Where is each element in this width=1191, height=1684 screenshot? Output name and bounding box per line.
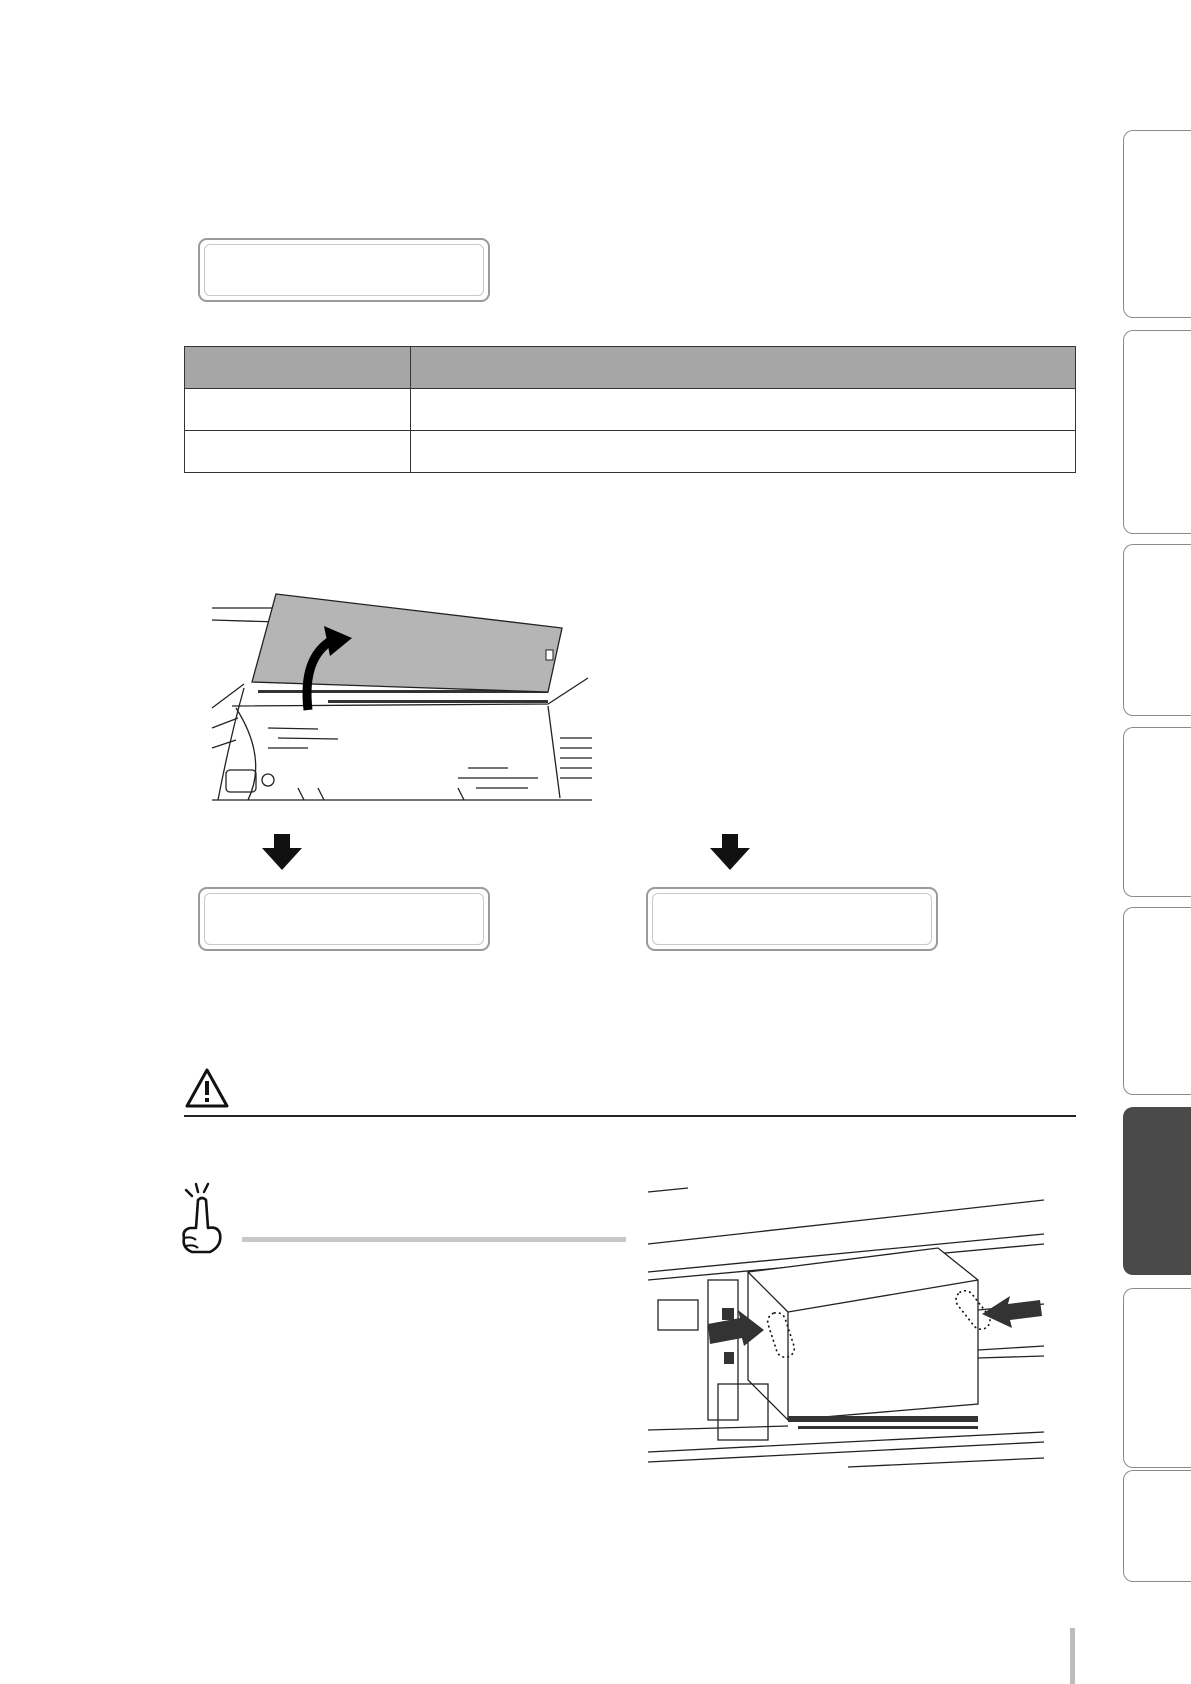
caution-divider	[184, 1115, 1076, 1117]
table-header-cell	[185, 347, 411, 389]
table-row	[185, 389, 1076, 431]
table-cell	[185, 431, 411, 473]
table-cell	[411, 389, 1076, 431]
printer-front-cover-icon	[208, 588, 592, 806]
carriage-unit-icon	[648, 1180, 1048, 1470]
pointing-finger-icon	[176, 1182, 228, 1256]
table-header-row	[185, 347, 1076, 389]
warning-triangle-icon	[184, 1067, 230, 1109]
chapter-tab-1[interactable]	[1123, 130, 1191, 318]
settings-table	[184, 346, 1076, 473]
chapter-tab-4[interactable]	[1123, 727, 1191, 897]
chapter-tab-6-active[interactable]	[1123, 1107, 1191, 1275]
lcd-display-2	[198, 887, 490, 951]
chapter-tab-5[interactable]	[1123, 907, 1191, 1095]
table-cell	[411, 431, 1076, 473]
table-cell	[185, 389, 411, 431]
left-arrow-icon	[982, 1296, 1042, 1328]
page-number-bar	[1070, 1628, 1075, 1684]
lcd-display-1	[198, 238, 490, 302]
lcd-display-3	[646, 887, 938, 951]
chapter-tab-3[interactable]	[1123, 544, 1191, 716]
table-header-cell	[411, 347, 1076, 389]
chapter-tab-7[interactable]	[1123, 1288, 1191, 1468]
down-arrow-icon	[262, 834, 302, 870]
down-arrow-icon	[710, 834, 750, 870]
tip-divider	[242, 1237, 626, 1242]
table-row	[185, 431, 1076, 473]
chapter-tab-2[interactable]	[1123, 330, 1191, 534]
chapter-tab-8[interactable]	[1123, 1470, 1191, 1582]
